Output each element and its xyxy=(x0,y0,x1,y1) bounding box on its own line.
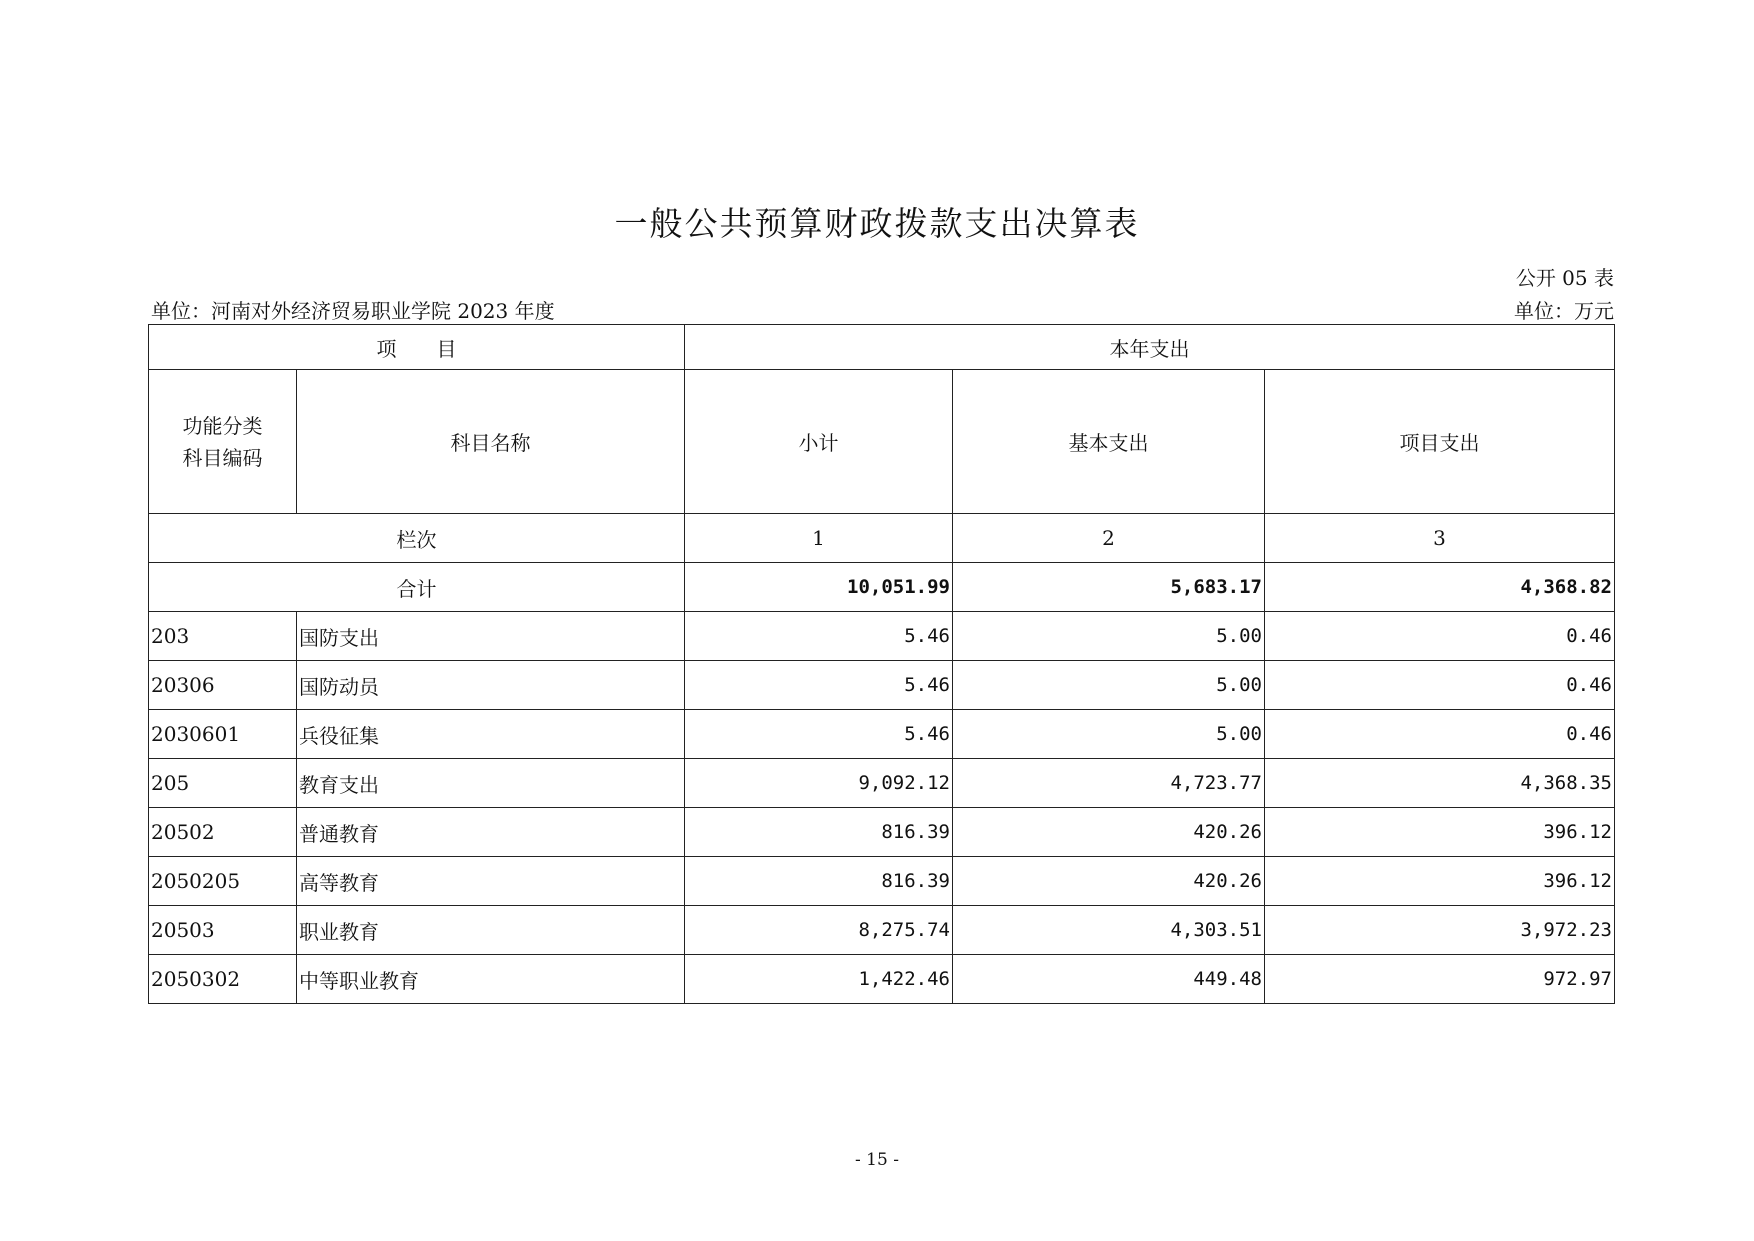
header-project: 项目支出 xyxy=(1265,370,1615,514)
total-basic: 5,683.17 xyxy=(953,563,1265,612)
total-subtotal: 10,051.99 xyxy=(685,563,953,612)
total-label: 合计 xyxy=(149,563,685,612)
lanci-label: 栏次 xyxy=(149,514,685,563)
header-subtotal: 小计 xyxy=(685,370,953,514)
row-subtotal: 9,092.12 xyxy=(685,759,953,808)
row-name: 国防动员 xyxy=(297,661,685,710)
table-row xyxy=(149,906,1615,955)
total-row xyxy=(149,563,1615,612)
header-code-line2: 科目编码 xyxy=(182,445,263,470)
page-number: - 15 - xyxy=(855,1150,899,1170)
row-basic: 4,303.51 xyxy=(953,906,1265,955)
row-name: 职业教育 xyxy=(297,906,685,955)
row-subtotal: 5.46 xyxy=(685,710,953,759)
row-code: 2050302 xyxy=(149,955,297,1004)
row-project: 0.46 xyxy=(1265,710,1615,759)
table-row xyxy=(149,612,1615,661)
row-project: 4,368.35 xyxy=(1265,759,1615,808)
row-name: 中等职业教育 xyxy=(297,955,685,1004)
row-project: 0.46 xyxy=(1265,612,1615,661)
header-current-year: 本年支出 xyxy=(685,325,1615,370)
row-project: 972.97 xyxy=(1265,955,1615,1004)
header-row-1 xyxy=(149,325,1615,370)
row-project: 3,972.23 xyxy=(1265,906,1615,955)
row-code: 20502 xyxy=(149,808,297,857)
row-name: 普通教育 xyxy=(297,808,685,857)
row-project: 396.12 xyxy=(1265,808,1615,857)
table-row xyxy=(149,661,1615,710)
row-code: 2050205 xyxy=(149,857,297,906)
table-row xyxy=(149,710,1615,759)
reporting-unit: 单位：河南对外经济贸易职业学院 2023 年度 xyxy=(151,299,555,323)
col-index-3: 3 xyxy=(1265,514,1615,563)
row-basic: 4,723.77 xyxy=(953,759,1265,808)
row-name: 兵役征集 xyxy=(297,710,685,759)
row-subtotal: 8,275.74 xyxy=(685,906,953,955)
row-name: 教育支出 xyxy=(297,759,685,808)
row-basic: 420.26 xyxy=(953,857,1265,906)
row-code: 20306 xyxy=(149,661,297,710)
row-project: 0.46 xyxy=(1265,661,1615,710)
row-name: 高等教育 xyxy=(297,857,685,906)
expenditure-table xyxy=(148,324,1615,1004)
header-code xyxy=(149,370,297,514)
row-subtotal: 5.46 xyxy=(685,612,953,661)
column-index-row xyxy=(149,514,1615,563)
form-number: 公开 05 表 xyxy=(1515,266,1614,290)
row-code: 20503 xyxy=(149,906,297,955)
row-code: 203 xyxy=(149,612,297,661)
row-basic: 5.00 xyxy=(953,710,1265,759)
row-basic: 420.26 xyxy=(953,808,1265,857)
currency-unit: 单位：万元 xyxy=(1514,299,1614,323)
col-index-1: 1 xyxy=(685,514,953,563)
row-basic: 5.00 xyxy=(953,612,1265,661)
table-row xyxy=(149,955,1615,1004)
page-title: 一般公共预算财政拨款支出决算表 xyxy=(614,204,1140,243)
row-subtotal: 816.39 xyxy=(685,857,953,906)
header-name: 科目名称 xyxy=(297,370,685,514)
header-basic: 基本支出 xyxy=(953,370,1265,514)
table-row xyxy=(149,808,1615,857)
row-subtotal: 1,422.46 xyxy=(685,955,953,1004)
table-row xyxy=(149,759,1615,808)
row-project: 396.12 xyxy=(1265,857,1615,906)
row-subtotal: 816.39 xyxy=(685,808,953,857)
row-basic: 5.00 xyxy=(953,661,1265,710)
row-subtotal: 5.46 xyxy=(685,661,953,710)
col-index-2: 2 xyxy=(953,514,1265,563)
row-code: 205 xyxy=(149,759,297,808)
total-project: 4,368.82 xyxy=(1265,563,1615,612)
row-name: 国防支出 xyxy=(297,612,685,661)
table-row xyxy=(149,857,1615,906)
header-item: 项 目 xyxy=(149,325,685,370)
row-basic: 449.48 xyxy=(953,955,1265,1004)
row-code: 2030601 xyxy=(149,710,297,759)
header-row-2 xyxy=(149,370,1615,514)
header-code-line1: 功能分类 xyxy=(182,413,263,438)
